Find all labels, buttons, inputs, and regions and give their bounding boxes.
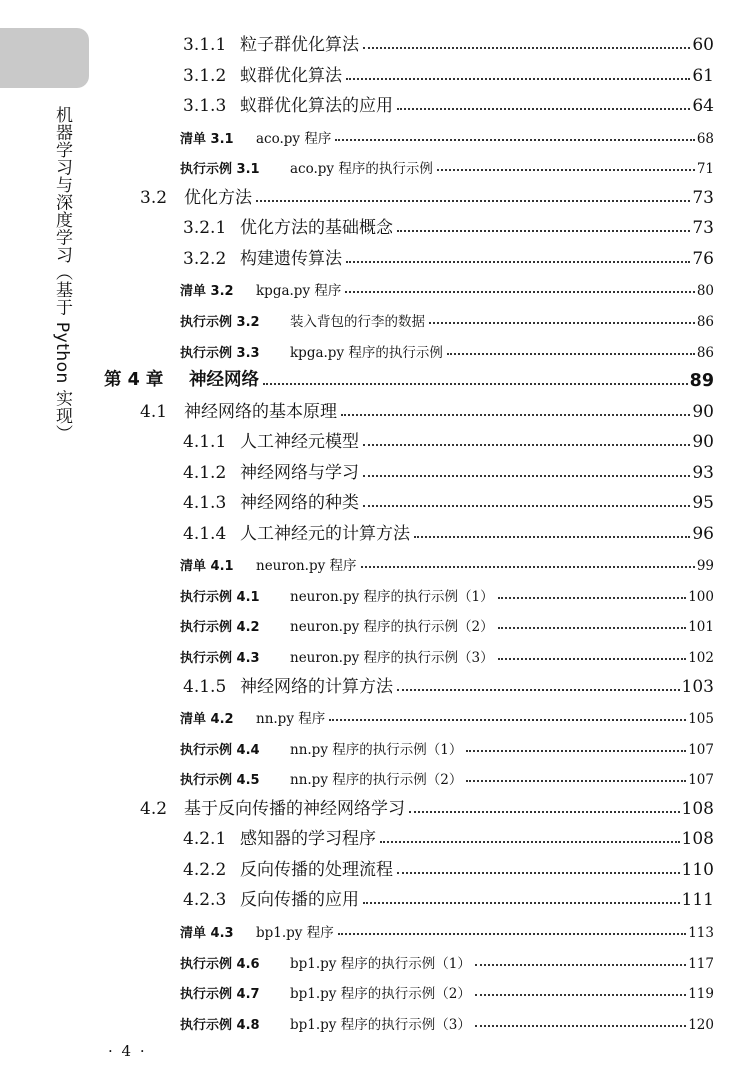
toc-entry-page: 61: [692, 65, 714, 86]
toc-entry[interactable]: [183, 214, 714, 238]
toc-entry-number: 清单 4.2: [180, 712, 234, 728]
toc-entry[interactable]: [180, 948, 714, 972]
toc-entry-number: 执行示例 4.5: [180, 773, 260, 789]
book-title-vertical: 机器学习与深度学习（基于 Python 实现）: [52, 106, 72, 443]
leader-dots: [363, 885, 680, 904]
toc-entry-page: 90: [692, 401, 714, 422]
toc-entry[interactable]: [180, 275, 714, 299]
toc-entry-page: 64: [692, 96, 714, 117]
toc-entry-title: nn.py 程序: [256, 711, 326, 728]
leader-dots: [329, 706, 686, 722]
toc-entry[interactable]: [180, 123, 714, 147]
toc-entry-page: 80: [696, 283, 714, 300]
toc-entry-page: 113: [688, 924, 714, 941]
toc-entry-number: 执行示例 3.3: [180, 345, 260, 361]
toc-entry[interactable]: [183, 856, 714, 880]
toc-entry-number: 4.2.3: [183, 890, 227, 911]
toc-entry-number: 4.1.1: [183, 432, 227, 453]
toc-entry-title: 反向传播的应用: [240, 890, 359, 911]
toc-entry-title: 反向传播的处理流程: [240, 859, 393, 880]
leader-dots: [437, 156, 695, 172]
toc-entry-page: 90: [692, 432, 714, 453]
toc-entry-number: 3.2.1: [183, 218, 227, 239]
toc-entry-number: 执行示例 4.8: [180, 1017, 260, 1033]
toc-entry-number: 4.1.4: [183, 523, 227, 544]
toc-entry[interactable]: [183, 31, 714, 55]
leader-dots: [256, 183, 690, 202]
toc-entry-number: 4.1.2: [183, 462, 227, 483]
toc-entry-number: 3.1.2: [183, 65, 227, 86]
leader-dots: [346, 244, 690, 263]
toc-entry-title: 优化方法的基础概念: [240, 218, 393, 239]
toc-entry[interactable]: [180, 581, 714, 605]
leader-dots: [466, 736, 686, 752]
toc-entry[interactable]: [183, 459, 714, 483]
toc-entry-number: 4.1.5: [183, 676, 227, 697]
toc-entry-title: 神经网络的基本原理: [184, 401, 337, 422]
toc-entry-number: 4.1.3: [183, 493, 227, 514]
toc-entry[interactable]: [180, 306, 714, 330]
toc-entry-page: 89: [689, 371, 714, 392]
toc-entry-page: 100: [688, 588, 714, 605]
toc-entry-title: kpga.py 程序: [256, 283, 342, 300]
toc-entry[interactable]: [180, 1009, 714, 1033]
toc-entry[interactable]: [180, 978, 714, 1002]
toc-entry-title: aco.py 程序: [256, 130, 332, 147]
page-number: · 4 ·: [108, 1042, 147, 1060]
toc-entry-title: nn.py 程序的执行示例（1）: [290, 741, 463, 758]
toc-entry[interactable]: [183, 825, 714, 849]
toc-entry-title: neuron.py 程序的执行示例（3）: [290, 650, 494, 666]
toc-entry-title: 人工神经元的计算方法: [240, 523, 410, 544]
leader-dots: [414, 519, 690, 538]
leader-dots: [335, 125, 694, 141]
toc-entry-title: 神经网络的计算方法: [240, 676, 393, 697]
toc-entry-title: bp1.py 程序的执行示例（1）: [290, 955, 471, 972]
toc-entry-number: 4.1: [140, 401, 168, 422]
toc-entry-title: neuron.py 程序的执行示例（1）: [290, 588, 494, 605]
toc-entry[interactable]: [183, 92, 714, 116]
toc-entry-number: 执行示例 3.2: [180, 314, 260, 330]
leader-dots: [409, 794, 680, 813]
leader-dots: [363, 488, 690, 507]
toc-entry-title: nn.py 程序的执行示例（2）: [290, 772, 463, 789]
toc-entry-page: 105: [688, 711, 714, 728]
toc-entry-number: 执行示例 3.1: [180, 162, 260, 178]
leader-dots: [397, 855, 680, 874]
leader-dots: [429, 308, 695, 324]
toc-entry-number: 执行示例 4.7: [180, 987, 260, 1003]
toc-entry-page: 117: [688, 955, 714, 972]
toc-entry[interactable]: [180, 153, 714, 177]
toc-entry[interactable]: [180, 764, 714, 788]
toc-entry-title: 蚁群优化算法的应用: [240, 96, 393, 117]
toc-entry-page: 86: [696, 344, 714, 361]
toc-entry-title: 蚁群优化算法: [240, 65, 342, 86]
toc-entry-page: 101: [688, 619, 714, 636]
toc-entry-page: 110: [681, 859, 714, 880]
toc-entry-page: 102: [688, 650, 714, 666]
toc-entry[interactable]: [104, 367, 714, 391]
leader-dots: [397, 672, 680, 691]
toc-entry-title: bp1.py 程序: [256, 924, 334, 941]
leader-dots: [380, 824, 680, 843]
toc-entry-page: 103: [681, 676, 714, 697]
toc-entry-page: 95: [692, 493, 714, 514]
toc-entry[interactable]: [183, 520, 714, 544]
side-tab: [0, 28, 89, 88]
toc-entry-title: 装入背包的行李的数据: [290, 313, 425, 330]
toc-entry[interactable]: [183, 489, 714, 513]
toc-entry-title: 神经网络: [189, 370, 259, 391]
toc-entry-page: 68: [696, 130, 714, 147]
toc-entry-title: neuron.py 程序: [256, 558, 357, 575]
toc-entry-page: 60: [692, 35, 714, 55]
leader-dots: [498, 645, 687, 661]
leader-dots: [361, 553, 695, 569]
toc-entry-page: 86: [696, 313, 714, 330]
toc-entry-page: 93: [692, 462, 714, 483]
toc-entry-number: 4.2.2: [183, 859, 227, 880]
toc-entry-number: 清单 3.1: [180, 131, 234, 147]
toc-entry-page: 76: [692, 248, 714, 269]
toc-entry-number: 执行示例 4.4: [180, 742, 260, 758]
toc-entry-number: 3.1.3: [183, 96, 227, 117]
toc-entry[interactable]: [180, 550, 714, 574]
toc-entry[interactable]: [180, 703, 714, 727]
leader-dots: [338, 919, 686, 935]
leader-dots: [475, 981, 686, 997]
toc-entry-page: 73: [692, 218, 714, 239]
toc-entry-title: 优化方法: [184, 187, 252, 208]
leader-dots: [263, 366, 688, 386]
leader-dots: [498, 583, 687, 599]
toc-entry-title: aco.py 程序的执行示例: [290, 161, 433, 178]
toc-entry-page: 108: [681, 798, 714, 819]
toc-entry-title: 粒子群优化算法: [240, 35, 359, 55]
toc-entry-number: 3.2: [140, 187, 168, 208]
leader-dots: [475, 1011, 686, 1027]
leader-dots: [341, 397, 690, 416]
leader-dots: [447, 339, 695, 355]
toc-entry-number: 执行示例 4.3: [180, 651, 260, 666]
toc-entry-number: 执行示例 4.2: [180, 620, 260, 636]
toc-entry[interactable]: [183, 62, 714, 86]
toc-entry-title: 构建遗传算法: [240, 248, 342, 269]
toc-entry-title: 神经网络与学习: [240, 462, 359, 483]
leader-dots: [363, 30, 690, 49]
toc-entry-page: 111: [681, 890, 714, 911]
toc-entry-title: neuron.py 程序的执行示例（2）: [290, 619, 494, 636]
toc-entry-number: 3.1.1: [183, 35, 227, 55]
toc-entry[interactable]: [183, 673, 714, 697]
leader-dots: [363, 458, 690, 477]
leader-dots: [466, 767, 686, 783]
toc-entry[interactable]: [140, 184, 714, 208]
toc-entry-page: 99: [696, 558, 714, 575]
toc-entry-page: 120: [688, 1016, 714, 1033]
toc-entry[interactable]: [183, 245, 714, 269]
toc-entry[interactable]: [180, 642, 714, 666]
toc-entry-page: 107: [688, 772, 714, 789]
toc-entry[interactable]: [180, 734, 714, 758]
toc-entry[interactable]: [180, 337, 714, 361]
toc-entry[interactable]: [183, 428, 714, 452]
toc-entry-number: 4.2: [140, 798, 168, 819]
leader-dots: [397, 213, 690, 232]
leader-dots: [346, 61, 690, 80]
toc-entry-title: bp1.py 程序的执行示例（3）: [290, 1016, 471, 1033]
leader-dots: [475, 950, 686, 966]
toc-entry-number: 4.2.1: [183, 829, 227, 850]
toc-entry-number: 执行示例 4.1: [180, 589, 260, 605]
toc-entry-title: kpga.py 程序的执行示例: [290, 344, 443, 361]
toc-entry[interactable]: [140, 795, 714, 819]
toc-entry-page: 73: [692, 187, 714, 208]
toc-entry-page: 108: [681, 829, 714, 850]
toc-entry-title: 人工神经元模型: [240, 432, 359, 453]
toc-entry-page: 96: [692, 523, 714, 544]
leader-dots: [345, 278, 694, 294]
toc-entry-number: 清单 4.3: [180, 925, 234, 941]
leader-dots: [397, 91, 690, 110]
toc-entry-number: 3.2.2: [183, 248, 227, 269]
toc-entry-number: 清单 4.1: [180, 559, 234, 575]
leader-dots: [363, 427, 690, 446]
toc-entry-title: 基于反向传播的神经网络学习: [184, 798, 405, 819]
toc-entry-number: 第 4 章: [104, 370, 164, 391]
toc-entry-page: 71: [696, 161, 714, 178]
toc-entry-number: 执行示例 4.6: [180, 956, 260, 972]
toc-entry-number: 清单 3.2: [180, 284, 234, 300]
toc-entry[interactable]: [183, 886, 714, 910]
toc-entry-page: 119: [688, 986, 714, 1003]
toc-entry-title: 神经网络的种类: [240, 493, 359, 514]
toc-entry[interactable]: [140, 398, 714, 422]
toc-entry[interactable]: [180, 917, 714, 941]
leader-dots: [498, 614, 687, 630]
toc-entry-page: 107: [688, 741, 714, 758]
toc-entry-title: bp1.py 程序的执行示例（2）: [290, 986, 471, 1003]
toc-entry-title: 感知器的学习程序: [240, 829, 376, 850]
toc-entry[interactable]: [180, 611, 714, 635]
